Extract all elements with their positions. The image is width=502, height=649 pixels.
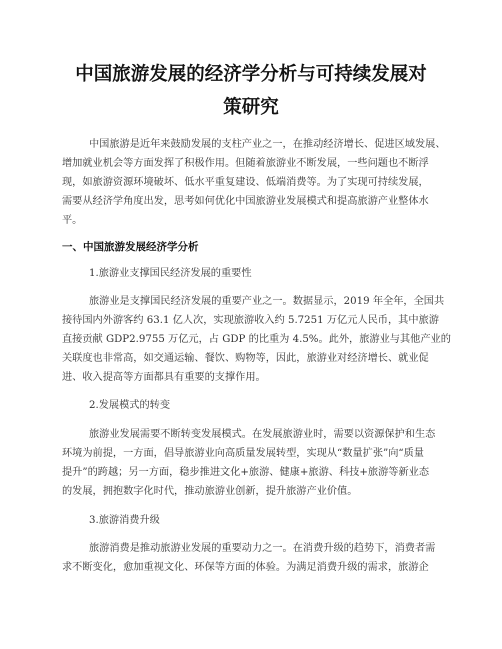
sub1-line-1: 旅游业是支撑国民经济发展的重要产业之一。数据显示，2019 年全年，全国共 bbox=[89, 296, 445, 307]
intro-line-4: 需要从经济学角度出发，思考如何优化中国旅游业发展模式和提高旅游产业整体水 bbox=[62, 196, 429, 207]
sub2-line-4: 的发展，拥抱数字化时代，推动旅游业创新，提升旅游产业价值。 bbox=[62, 486, 358, 497]
intro-line-5: 平。 bbox=[62, 215, 83, 226]
document-title-line-2: 策研究 bbox=[223, 97, 279, 118]
sub2-line-2: 环境为前提，一方面，倡导旅游业向高质量发展转型，实现从“数量扩张”向“质量 bbox=[62, 448, 424, 459]
subsection-2-title: 2.发展模式的转变 bbox=[89, 400, 171, 411]
sub2-line-3: 提升”的跨越；另一方面，稳步推进文化+旅游、健康+旅游、科技+旅游等新业态 bbox=[62, 467, 430, 478]
intro-line-3: 现，如旅游资源环境破坏、低水平重复建设、低端消费等。为了实现可持续发展， bbox=[62, 177, 429, 188]
sub1-line-3: 直接贡献 GDP2.9755 万亿元，占 GDP 的比重为 4.5%。此外，旅游业与其他产业的 bbox=[62, 334, 451, 345]
sub1-line-5: 进、收入提高等方面都具有重要的支撑作用。 bbox=[62, 372, 266, 383]
sub1-line-2: 接待国内外游客约 63.1 亿人次，实现旅游收入约 5.7251 万亿元人民币，其中旅游 bbox=[62, 315, 439, 326]
sub1-line-4: 关联度也非常高，如交通运输、餐饮、购物等，因此，旅游业对经济增长、就业促 bbox=[62, 353, 429, 364]
intro-line-1: 中国旅游是近年来鼓励发展的支柱产业之一，在推动经济增长、促进区域发展、 bbox=[89, 139, 446, 150]
document-title-line-1: 中国旅游发展的经济学分析与可持续发展对 bbox=[75, 64, 427, 85]
sub3-line-2: 求不断变化，愈加重视文化、环保等方面的体验。为满足消费升级的需求，旅游企 bbox=[62, 562, 429, 573]
subsection-1-title: 1.旅游业支撑国民经济发展的重要性 bbox=[89, 268, 252, 279]
subsection-3-title: 3.旅游消费升级 bbox=[89, 515, 160, 526]
sub3-line-1: 旅游消费是推动旅游业发展的重要动力之一。在消费升级的趋势下，消费者需 bbox=[89, 543, 436, 554]
sub2-line-1: 旅游业发展需要不断转变发展模式。在发展旅游业时，需要以资源保护和生态 bbox=[89, 429, 436, 440]
intro-line-2: 增加就业机会等方面发挥了积极作用。但随着旅游业不断发展，一些问题也不断浮 bbox=[62, 158, 429, 169]
section-heading: 一、中国旅游发展经济学分析 bbox=[62, 241, 199, 253]
